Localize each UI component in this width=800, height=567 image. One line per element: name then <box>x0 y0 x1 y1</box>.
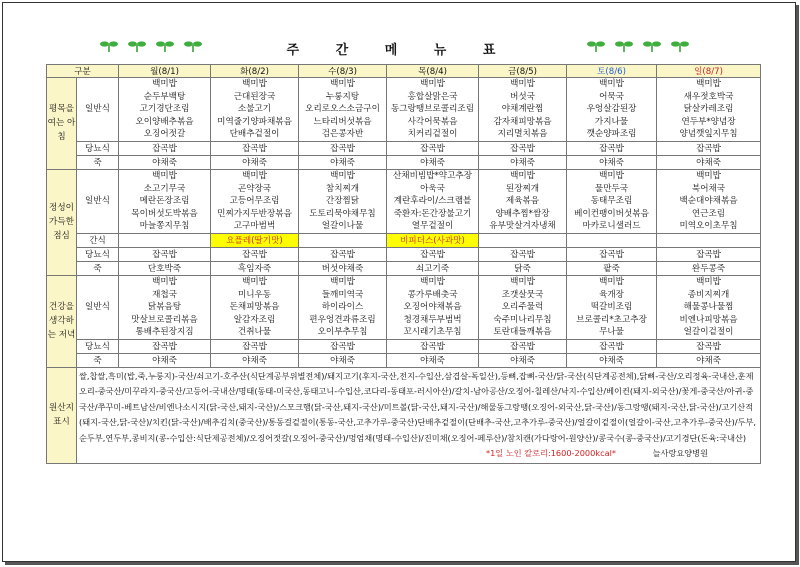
breakfast-diabetic-tue: 잡곡밥 <box>211 141 299 155</box>
lunch-porridge-sun: 완두콩죽 <box>657 261 761 275</box>
day-header-wed: 수(8/3) <box>299 65 387 78</box>
dinner-fri-cell: 백미밥 조갯살뭇국 오리주물럭 숙주미나리무침 토란대들깨볶음 <box>479 275 567 339</box>
sprout-icon <box>586 40 606 52</box>
breakfast-diabetic-sat: 잡곡밥 <box>567 141 657 155</box>
lunch-diabetic-row <box>47 247 761 261</box>
dinner-diabetic-row <box>47 339 761 353</box>
day-header-mon: 월(8/1) <box>119 65 211 78</box>
origin-row <box>47 367 761 463</box>
lunch-fri-cell: 백미밥 된장찌개 제육볶음 양배추찜*쌈장 유부맛살겨자냉채 <box>479 169 567 233</box>
lunch-porridge-mon: 단호박죽 <box>119 261 211 275</box>
lunch-snack-label: 간식 <box>77 233 119 247</box>
dinner-tue-cell: 백미밥 미니우동 돈채피망볶음 알감자조림 건취나물 <box>211 275 299 339</box>
dinner-diabetic-sun: 잡곡밥 <box>657 339 761 353</box>
breakfast-mon-cell: 백미밥 순두부백탕 고기경단조림 오이양배추볶음 오징어젓갈 <box>119 78 211 142</box>
breakfast-thu-cell: 백미밥 홍합살맑은국 동그랑땡브로콜리조림 사각어묵볶음 치커리겉절이 <box>387 78 479 142</box>
dinner-sun-cell: 백미밥 종비지찌개 해물콩나물찜 비엔나피망볶음 얼갈이겉절이 <box>657 275 761 339</box>
lunch-section-label: 정성이 가득한 점심 <box>47 169 77 275</box>
breakfast-section-label: 평목을 여는 아침 <box>47 78 77 170</box>
lunch-porridge-sat: 팥죽 <box>567 261 657 275</box>
dinner-diabetic-wed: 잡곡밥 <box>299 339 387 353</box>
day-header-tue: 화(8/2) <box>211 65 299 78</box>
day-header-sun: 일(8/7) <box>657 65 761 78</box>
dinner-porridge-thu: 야채죽 <box>387 353 479 367</box>
lunch-mon-cell: 백미밥 소고기무국 메란돈장조림 목이버섯도박볶음 마늘쫑지무침 <box>119 169 211 233</box>
day-header-fri: 금(8/5) <box>479 65 567 78</box>
lunch-snack-thu: 비피더스(사과맛) <box>387 233 479 247</box>
dinner-sat-cell: 백미밥 육개장 떡갈비조림 브로콜리*초고추장 무나물 <box>567 275 657 339</box>
dinner-diabetic-fri: 잡곡밥 <box>479 339 567 353</box>
lunch-porridge-thu: 쇠고기죽 <box>387 261 479 275</box>
dinner-diabetic-label: 당뇨식 <box>77 339 119 353</box>
breakfast-diabetic-sun: 잡곡밥 <box>657 141 761 155</box>
dinner-mon-cell: 백미밥 재첩국 닭볶음탕 맛살브로콜리볶음 통배추된장지짐 <box>119 275 211 339</box>
breakfast-porridge-fri: 야채죽 <box>479 155 567 169</box>
breakfast-sat-cell: 백미밥 어묵국 우엉살감된장 가지나물 깻순양파조림 <box>567 78 657 142</box>
breakfast-porridge-label: 죽 <box>77 155 119 169</box>
dinner-general-label: 일반식 <box>77 275 119 339</box>
breakfast-diabetic-mon: 잡곡밥 <box>119 141 211 155</box>
sprout-icon <box>642 40 662 52</box>
breakfast-porridge-tue: 야채죽 <box>211 155 299 169</box>
dinner-diabetic-sat: 잡곡밥 <box>567 339 657 353</box>
breakfast-porridge-thu: 야채죽 <box>387 155 479 169</box>
lunch-sun-cell: 백미밥 북어채국 백순대야채볶음 연근조림 미역오이초무침 <box>657 169 761 233</box>
lunch-snack-row <box>47 233 761 247</box>
breakfast-diabetic-thu: 잡곡밥 <box>387 141 479 155</box>
breakfast-diabetic-row <box>47 141 761 155</box>
day-header-sat: 토(8/6) <box>567 65 657 78</box>
weekly-menu-table <box>46 64 761 464</box>
lunch-snack-wed <box>299 233 387 247</box>
breakfast-porridge-sun: 야채죽 <box>657 155 761 169</box>
sprout-icon <box>670 40 690 52</box>
dinner-wed-cell: 백미밥 들깨미역국 하이라이스 편우엉견과류조림 오이부추무침 <box>299 275 387 339</box>
dinner-porridge-sat: 야채죽 <box>567 353 657 367</box>
lunch-wed-cell: 백미밥 참치찌개 간장찜닭 도토리묵야채무침 얼갈이나물 <box>299 169 387 233</box>
origin-label: 원산지 표시 <box>47 367 77 463</box>
breakfast-porridge-wed: 야채죽 <box>299 155 387 169</box>
breakfast-porridge-mon: 야채죽 <box>119 155 211 169</box>
dinner-diabetic-mon: 잡곡밥 <box>119 339 211 353</box>
lunch-diabetic-fri: 잡곡밥 <box>479 247 567 261</box>
lunch-sat-cell: 백미밥 물만두국 동태무조림 베이컨팽이버섯볶음 마카로니샐러드 <box>567 169 657 233</box>
menu-sheet <box>2 2 796 562</box>
dinner-porridge-row <box>47 353 761 367</box>
lunch-porridge-row <box>47 261 761 275</box>
dinner-porridge-fri: 야채죽 <box>479 353 567 367</box>
dinner-diabetic-tue: 잡곡밥 <box>211 339 299 353</box>
lunch-diabetic-thu: 잡곡밥 <box>387 247 479 261</box>
sprout-icon <box>614 40 634 52</box>
category-header: 구분 <box>47 65 119 78</box>
lunch-diabetic-mon: 잡곡밥 <box>119 247 211 261</box>
dinner-thu-cell: 백미밥 콩가루배춧국 오징어야채볶음 청경채두부범벅 꼬시래기초무침 <box>387 275 479 339</box>
lunch-snack-sun <box>657 233 761 247</box>
sprout-decoration-right <box>586 40 690 52</box>
breakfast-tue-cell: 백미밥 근대된장국 소불고기 미역줄기양파채볶음 단배추겉절이 <box>211 78 299 142</box>
lunch-diabetic-sun: 잡곡밥 <box>657 247 761 261</box>
dinner-diabetic-thu: 잡곡밥 <box>387 339 479 353</box>
dinner-porridge-wed: 야채죽 <box>299 353 387 367</box>
lunch-diabetic-wed: 잡곡밥 <box>299 247 387 261</box>
breakfast-general-row <box>47 78 761 142</box>
breakfast-fri-cell: 백미밥 버섯국 야채계란찜 감자채피망볶음 지리멸치볶음 <box>479 78 567 142</box>
breakfast-sun-cell: 백미밥 새우젓호박국 닭살카레조림 연두부*양념장 양념깻잎지무침 <box>657 78 761 142</box>
hospital-name: 늘사랑요양병원 <box>652 448 709 459</box>
breakfast-diabetic-wed: 잡곡밥 <box>299 141 387 155</box>
dinner-porridge-tue: 야채죽 <box>211 353 299 367</box>
page-title: 주 간 메 뉴 표 <box>286 43 512 58</box>
lunch-diabetic-sat: 잡곡밥 <box>567 247 657 261</box>
lunch-porridge-fri: 닭죽 <box>479 261 567 275</box>
dinner-porridge-label: 죽 <box>77 353 119 367</box>
lunch-general-row <box>47 169 761 233</box>
dinner-porridge-mon: 야채죽 <box>119 353 211 367</box>
origin-text: 쌀,찹쌀,흑미(밥,죽,누룽지)-국산/쇠고기-호주산(식단계공부위별전체)/돼지고기(후지-국산,전지-수입산,삼겹살-독일산),등뼈,잡뼈-국산/닭-국산(식단계공전체),닭뼈-국산/오리정육-국내산,훈제오리-중국산/미꾸라지-중국산/고등어-국내산/명태(동태-미국산,동태고니-수입산,코다리-동태포-러시아산)/갈치-남아공산/오징어-칠레산/낙지-수입산/베이컨(돼지-외국산)/꽃게-중국산/아귀-중국산/쭈꾸미-베트남산/비엔나소시지(닭-국산,돼지-국산)/스모크햄(닭-국산,돼지-국산)/미트볼(닭-국산,돼지-국산)/해물동그랑땡(오징어-외국산,닭-국산)/동그랑땡(돼지-국산,닭-국산)/고기산적(돼지-국산,닭-국산)/치킨(닭-국산)/배추김치(중국산)/통동걸겉절이(통동-국산,고추가루-중국산)단배추겉절이(단배추-국산,고추가루-중국산)/얼갈이겉절이(얼갈이-국산,고추가루-중국산)/두부,순두부,연두부,콩비지(콩-수입산:식단제공전체)/오징어젓갈(오징어-중국산)/멍엄채(명태-수입산)/진미채(오징어-페루산)/참치캔(가다랑어-원양산)/콩국수(콩-중국산)/고기경단(돈육:국내산) <box>79 370 757 443</box>
lunch-diabetic-label: 당뇨식 <box>77 247 119 261</box>
lunch-tue-cell: 백미밥 곤약장국 고등어무조림 민찌가지두반장볶음 고구마범벅 <box>211 169 299 233</box>
day-header-thu: 목(8/4) <box>387 65 479 78</box>
lunch-thu-cell: 산채비빔밥*약고추장 아욱국 계란후라이/스크램블 죽환자:돈간장불고기 열무겉절이 <box>387 169 479 233</box>
lunch-snack-sat <box>567 233 657 247</box>
lunch-porridge-wed: 버섯야채죽 <box>299 261 387 275</box>
header-row <box>47 65 761 78</box>
dinner-section-label: 건강을 생각하는 저녁 <box>47 275 77 367</box>
breakfast-wed-cell: 백미밥 누룽지탕 오리로오스소금구이 느타리버섯볶음 검은콩자반 <box>299 78 387 142</box>
lunch-porridge-tue: 흑임자죽 <box>211 261 299 275</box>
breakfast-diabetic-fri: 잡곡밥 <box>479 141 567 155</box>
lunch-porridge-label: 죽 <box>77 261 119 275</box>
dinner-general-row <box>47 275 761 339</box>
origin-footer <box>79 446 758 462</box>
lunch-snack-tue: 요플레(딸기맛) <box>211 233 299 247</box>
lunch-diabetic-tue: 잡곡밥 <box>211 247 299 261</box>
calorie-note: *1일 노인 칼로리:1600-2000kcal* <box>486 448 616 459</box>
lunch-snack-mon <box>119 233 211 247</box>
dinner-porridge-sun: 야채죽 <box>657 353 761 367</box>
breakfast-general-label: 일반식 <box>77 78 119 142</box>
breakfast-diabetic-label: 당뇨식 <box>77 141 119 155</box>
breakfast-porridge-row <box>47 155 761 169</box>
breakfast-porridge-sat: 야채죽 <box>567 155 657 169</box>
lunch-general-label: 일반식 <box>77 169 119 233</box>
lunch-snack-fri <box>479 233 567 247</box>
origin-cell <box>77 367 761 463</box>
